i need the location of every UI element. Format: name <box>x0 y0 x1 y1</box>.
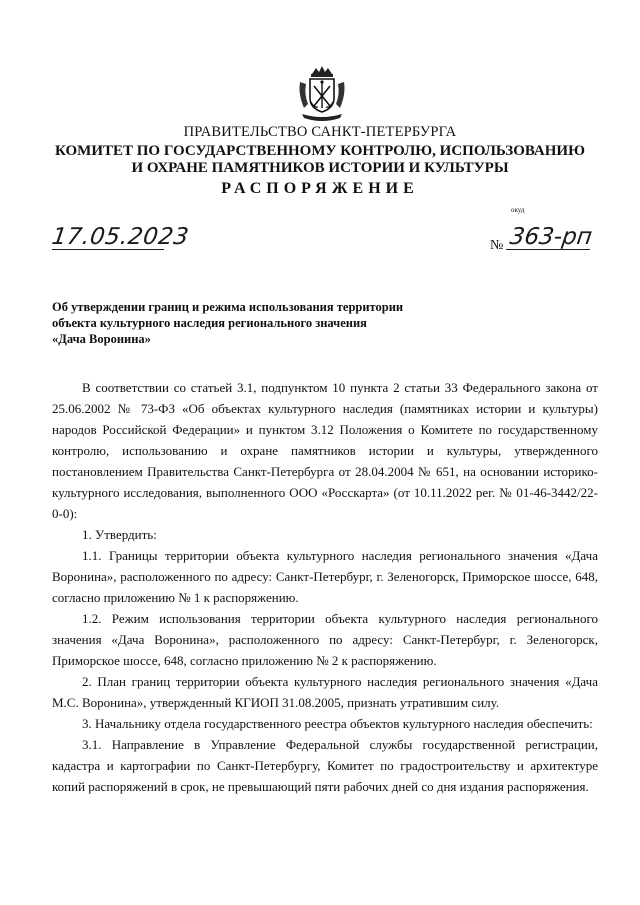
committee-title-line2: И ОХРАНЕ ПАМЯТНИКОВ ИСТОРИИ И КУЛЬТУРЫ <box>131 160 509 176</box>
committee-title <box>0 143 640 177</box>
government-title: ПРАВИТЕЛЬСТВО САНКТ-ПЕТЕРБУРГА <box>183 124 457 140</box>
subject-line2: объекта культурного наследия регионального значения <box>52 316 367 330</box>
committee-title-line1: КОМИТЕТ ПО ГОСУДАРСТВЕННОМУ КОНТРОЛЮ, ИСПОЛЬЗОВАНИЮ <box>55 143 585 159</box>
document-subject <box>52 299 452 347</box>
body-item-3: 3. Начальнику отдела государственного реестра объектов культурного наследия обеспечить: <box>82 716 593 731</box>
document-number: 363-рп <box>508 224 594 250</box>
subject-line1: Об утверждении границ и режима использования территории <box>52 300 404 314</box>
subject-line3: «Дача Воронина» <box>52 332 151 346</box>
number-label: № <box>490 238 504 253</box>
document-body <box>52 377 598 797</box>
number-underline <box>506 249 590 250</box>
document-date: 17.05.2023 <box>50 224 191 250</box>
body-item-2: 2. План границ территории объекта культурного наследия регионального значения «Дача М.С. Воронина», утвержденный КГИОП 31.08.2005, признать утратившим силу. <box>52 674 598 710</box>
body-item-1: 1. Утвердить: <box>82 527 157 542</box>
document-type: РАСПОРЯЖЕНИЕ <box>221 180 419 197</box>
okud-label: окуд <box>511 206 525 214</box>
body-item-1-1: 1.1. Границы территории объекта культурного наследия регионального значения «Дача Воронина», расположенного по адресу: Санкт-Петербург, г. Зеленогорск, Приморское шоссе, 648, согласно приложению № 1 к распоряжению. <box>52 548 598 605</box>
date-underline <box>52 249 164 250</box>
body-item-3-1: 3.1. Направление в Управление Федеральной службы государственной регистрации, кадастра и картографии по Санкт-Петербургу, Комитет по градостроительству и архитектуре копий распоряжений в срок, не превышающий пяти рабочих дней со дня издания распоряжения. <box>52 737 598 794</box>
st-petersburg-coat-of-arms-icon <box>296 64 348 124</box>
body-item-1-2: 1.2. Режим использования территории объекта культурного наследия регионального значения «Дача Воронина», расположенного по адресу: Санкт-Петербург, г. Зеленогорск, Приморское шоссе, 648, согласно приложению № 2 к распоряжению. <box>52 611 598 668</box>
body-preamble: В соответствии со статьей 3.1, подпунктом 10 пункта 2 статьи 33 Федерального закона от 25.06.2002 № 73-ФЗ «Об объектах культурного наследия (памятниках истории и культуры) народов Российской Федерации» и пунктом 3.12 Положения о Комитете по государственному контролю, использованию и охране памятников истории и культуры, утвержденного постановлением Правительства Санкт-Петербурга от 28.04.2004 № 651, на основании историко-культурного исследования, выполненного ООО «Росскарта» (от 10.11.2022 рег. № 01-46-3442/22-0-0): <box>52 380 598 521</box>
